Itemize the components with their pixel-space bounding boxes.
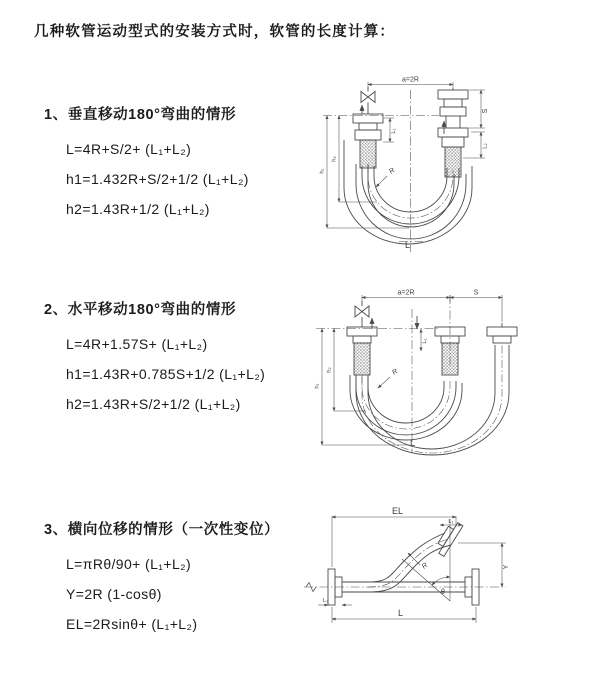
dim-label-y: Y: [503, 564, 510, 570]
dim-label-l1: L₁: [422, 338, 428, 344]
dim-label-radius: R: [420, 561, 430, 571]
right-hose-fitting-moved: [487, 323, 517, 343]
valve-icon: [361, 87, 375, 114]
dim-label-l1: L₁: [391, 128, 397, 134]
section-3-formulas: [66, 549, 279, 639]
left-hose-fitting: [353, 114, 383, 168]
diagram-vertical-180-bend: [305, 70, 590, 260]
section-1-heading: 1、垂直移动180°弯曲的情形: [44, 107, 237, 123]
formula-line: L=4R+1.57S+ (L₁+L₂): [66, 336, 208, 352]
dim-label-h2: h₂: [326, 367, 333, 373]
dim-label-s: S: [473, 289, 479, 297]
section-2-heading: 2、水平移动180°弯曲的情形: [44, 302, 237, 318]
section-lateral-displacement: [44, 518, 279, 639]
dim-label-h1: h₁: [319, 168, 326, 174]
formula-line: L=πRθ/90+ (L₁+L₂): [66, 556, 192, 572]
diagram-lateral-displacement: [298, 503, 600, 648]
dim-label-h2: h₂: [331, 156, 338, 162]
formula-line: h2=1.43R+1/2 (L₁+L₂): [66, 201, 210, 217]
dim-label-s: S: [482, 108, 489, 114]
dim-label-h1: h₁: [314, 383, 321, 389]
dim-label-l2: L₂: [323, 598, 329, 604]
diagram-horizontal-180-bend: [300, 283, 600, 463]
section-horizontal-movement: [44, 298, 265, 419]
dim-label-radius: R: [391, 368, 400, 377]
dim-label-el: EL: [392, 506, 404, 516]
dim-label-a2r: a=2R: [397, 289, 415, 297]
dim-label-theta: θ: [441, 589, 445, 596]
formula-line: h1=1.432R+S/2+1/2 (L₁+L₂): [66, 171, 249, 187]
section-3-heading: 3、横向位移的情形（一次性变位）: [44, 522, 280, 538]
left-hose-fitting: [347, 327, 377, 375]
section-vertical-movement: [44, 103, 249, 224]
formula-line: h2=1.43R+S/2+1/2 (L₁+L₂): [66, 396, 241, 412]
dim-label-a2r: a=2R: [402, 76, 419, 84]
dim-label-radius: R: [388, 167, 397, 176]
right-hose-fitting: [438, 88, 468, 177]
section-2-formulas: [66, 329, 265, 419]
hose-u-bends: [350, 345, 509, 455]
section-1-formulas: [66, 134, 249, 224]
formula-line: h1=1.43R+0.785S+1/2 (L₁+L₂): [66, 366, 266, 382]
dim-label-length: L: [398, 608, 404, 618]
dim-label-length: L: [405, 240, 411, 250]
dim-label-l2: L₂: [482, 143, 489, 149]
valve-icon: [355, 301, 369, 327]
dim-label-l1: L₁: [448, 519, 454, 525]
formula-line: L=4R+S/2+ (L₁+L₂): [66, 141, 192, 157]
dim-label-length: L: [410, 438, 416, 448]
formula-line: Y=2R (1-cosθ): [66, 586, 162, 602]
page-title: 几种软管运动型式的安装方式时，软管的长度计算：: [34, 24, 396, 40]
formula-line: EL=2Rsinθ+ (L₁+L₂): [66, 616, 198, 632]
movement-arrow: [372, 316, 417, 329]
